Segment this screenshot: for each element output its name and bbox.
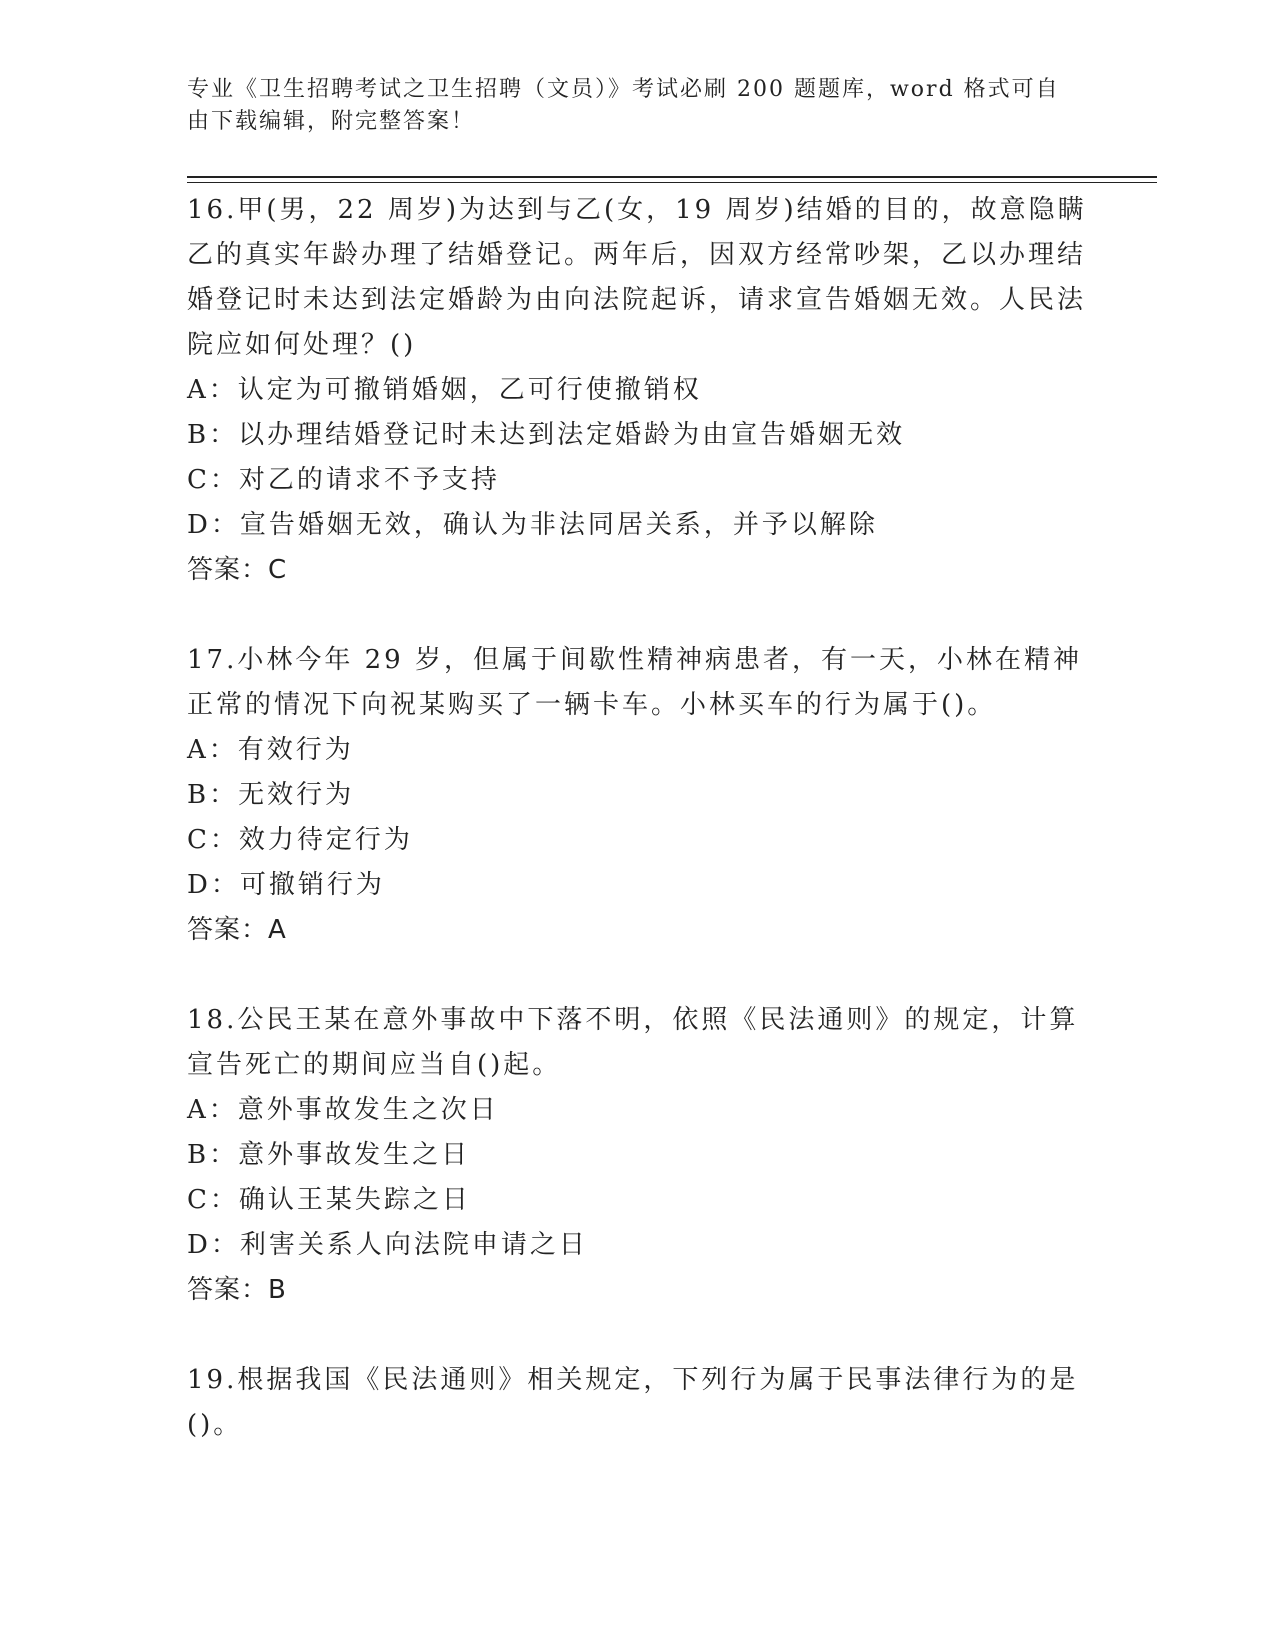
answer: 答案：C (187, 555, 288, 585)
question-17 (187, 638, 1087, 953)
option-d: D：宣告婚姻无效，确认为非法同居关系，并予以解除 (187, 510, 878, 540)
header-rule-thick (187, 176, 1157, 178)
option-d: D：可撤销行为 (187, 870, 385, 900)
document-header: 专业《卫生招聘考试之卫生招聘（文员）》考试必刷 200 题题库，word 格式可自由下载编辑，附完整答案！ (187, 77, 1060, 134)
option-c: C：效力待定行为 (187, 825, 413, 855)
option-a: A：意外事故发生之次日 (187, 1095, 499, 1125)
question-16 (187, 188, 1087, 593)
question-stem: 16.甲(男，22 周岁)为达到与乙(女，19 周岁)结婚的目的，故意隐瞒乙的真实年龄办理了结婚登记。两年后，因双方经常吵架，乙以办理结婚登记时未达到法定婚龄为由向法院起诉，请求宣告婚姻无效。人民法院应如何处理？() (187, 195, 1087, 360)
question-gap (187, 1313, 1087, 1358)
question-18 (187, 998, 1087, 1313)
option-d: D：利害关系人向法院申请之日 (187, 1230, 588, 1260)
header-rule-thin (187, 182, 1157, 183)
answer: 答案：B (187, 1275, 287, 1305)
question-gap (187, 953, 1087, 998)
answer: 答案：A (187, 915, 287, 945)
question-19 (187, 1358, 1087, 1448)
option-b: B：意外事故发生之日 (187, 1140, 471, 1170)
option-c: C：确认王某失踪之日 (187, 1185, 471, 1215)
question-list (187, 188, 1087, 1448)
option-a: A：认定为可撤销婚姻，乙可行使撤销权 (187, 375, 702, 405)
question-gap (187, 593, 1087, 638)
option-b: B：以办理结婚登记时未达到法定婚龄为由宣告婚姻无效 (187, 420, 906, 450)
option-c: C：对乙的请求不予支持 (187, 465, 500, 495)
option-a: A：有效行为 (187, 735, 354, 765)
question-stem: 19.根据我国《民法通则》相关规定，下列行为属于民事法律行为的是()。 (187, 1365, 1079, 1440)
question-stem: 18.公民王某在意外事故中下落不明，依照《民法通则》的规定，计算宣告死亡的期间应当自()起。 (187, 1005, 1079, 1080)
question-stem: 17.小林今年 29 岁，但属于间歇性精神病患者，有一天，小林在精神正常的情况下向祝某购买了一辆卡车。小林买车的行为属于()。 (187, 645, 1082, 720)
option-b: B：无效行为 (187, 780, 355, 810)
